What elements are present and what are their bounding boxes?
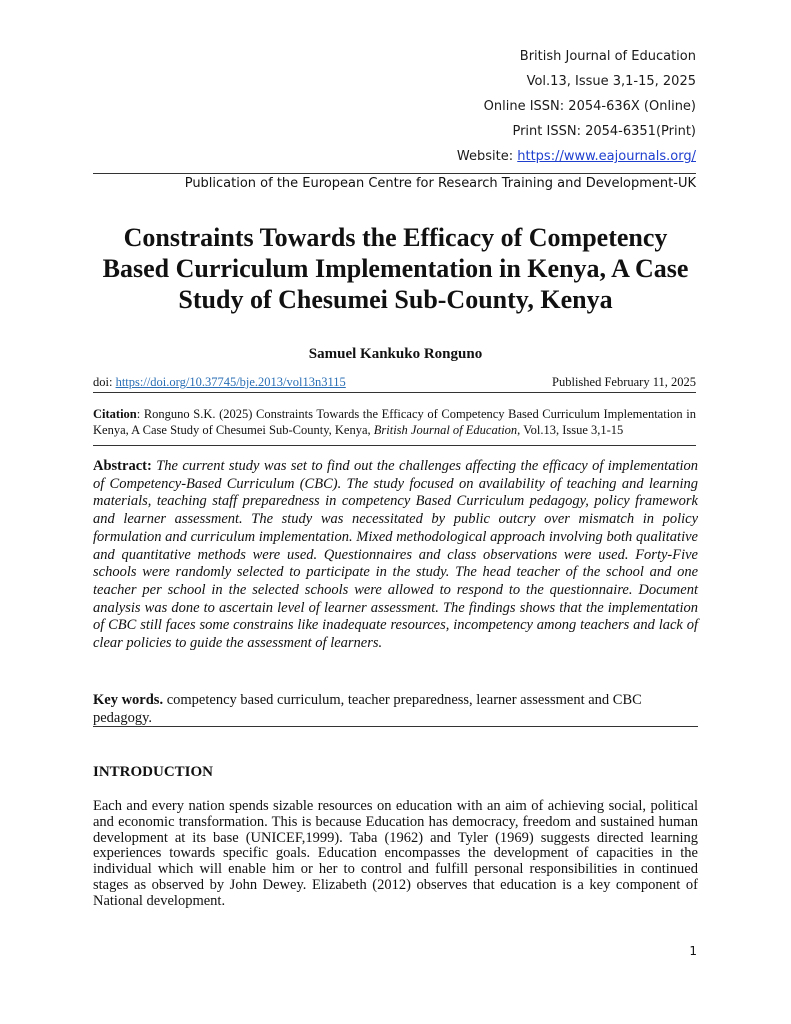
keywords-block bbox=[93, 692, 698, 727]
paper-title: Constraints Towards the Efficacy of Competency Based Curriculum Implementation in Kenya, A Case Study of Chesumei Sub-County, Kenya bbox=[102, 223, 689, 314]
introduction-paragraph: Each and every nation spends sizable resources on education with an aim of achieving social, political and economic transformation. This is because Education has democracy, freedom and sustained human development at its base (UNICEF,1999). Taba (1962) and Tyler (1969) suggests directed learning experiences towards specific goals. Education encompasses the development of capacities in the individual which will enable him or her to control and fulfill personal responsibilities in continued stages as observed by John Dewey. Elizabeth (2012) observes that education is a key component of National development. bbox=[93, 798, 698, 909]
introduction-heading: INTRODUCTION bbox=[93, 764, 214, 780]
citation-divider bbox=[93, 445, 696, 446]
publisher-line: Publication of the European Centre for Research Training and Development-UK bbox=[184, 176, 696, 191]
abstract-text: The current study was set to find out the challenges affecting the efficacy of implementation of Competency-Based Curriculum (CBC). The study focused on availability of teaching and learning materials, teaching staff preparedness in competency Based Curriculum pedagogy, policy framework and learner assessment. The study was necessitated by public outcry over mismatch in policy formulation and curriculum implementation. Mixed methodological approach involving both qualitative and quantitative methods were used. Questionnaires and class observations were used. Forty-Five schools were randomly selected to participate in the study. The head teacher of the school and one teacher per school in the selected schools were allowed to respond to the questionnaire. Document analysis was done to ascertain level of learner assessment. The findings shows that the implementation of CBC still faces some constrains like inadequate resources, incompetency among teachers and lack of clear policies to guide the assessment of learners. bbox=[93, 458, 699, 652]
author-name: Samuel Kankuko Ronguno bbox=[308, 346, 483, 362]
online-issn: Online ISSN: 2054-636X (Online) bbox=[483, 99, 696, 114]
journal-volume: Vol.13, Issue 3,1-15, 2025 bbox=[526, 74, 696, 89]
doi-divider bbox=[93, 392, 696, 393]
page-number: 1 bbox=[689, 944, 697, 958]
journal-header bbox=[457, 44, 696, 169]
website-line bbox=[457, 144, 696, 169]
citation-journal: British Journal of Education bbox=[373, 423, 518, 437]
website-link[interactable]: https://www.eajournals.org/ bbox=[517, 149, 696, 164]
keywords-label: Key words. bbox=[93, 692, 164, 708]
doi-label: doi: bbox=[93, 375, 116, 389]
citation-label: Citation bbox=[93, 407, 137, 421]
published-date: Published February 11, 2025 bbox=[552, 375, 696, 389]
abstract-label: Abstract: bbox=[93, 458, 152, 474]
abstract-block bbox=[93, 458, 698, 653]
journal-name: British Journal of Education bbox=[519, 49, 696, 64]
doi-row bbox=[93, 374, 696, 390]
citation-volume: , Vol.13, Issue 3,1-15 bbox=[517, 423, 624, 437]
keywords-text: competency based curriculum, teacher preparedness, learner assessment and CBC pedagogy. bbox=[93, 692, 642, 726]
website-label: Website: bbox=[456, 149, 518, 164]
keywords-divider bbox=[93, 726, 698, 727]
citation-text: : Ronguno S.K. (2025) Constraints Towards the Efficacy of Competency Based Curriculum Implementation in Kenya, A Case Study of Chesumei Sub-County, Kenya, bbox=[93, 407, 696, 437]
print-issn: Print ISSN: 2054-6351(Print) bbox=[512, 124, 696, 139]
citation-block bbox=[93, 406, 696, 438]
doi-link[interactable]: https://doi.org/10.37745/bje.2013/vol13n3115 bbox=[115, 375, 346, 389]
